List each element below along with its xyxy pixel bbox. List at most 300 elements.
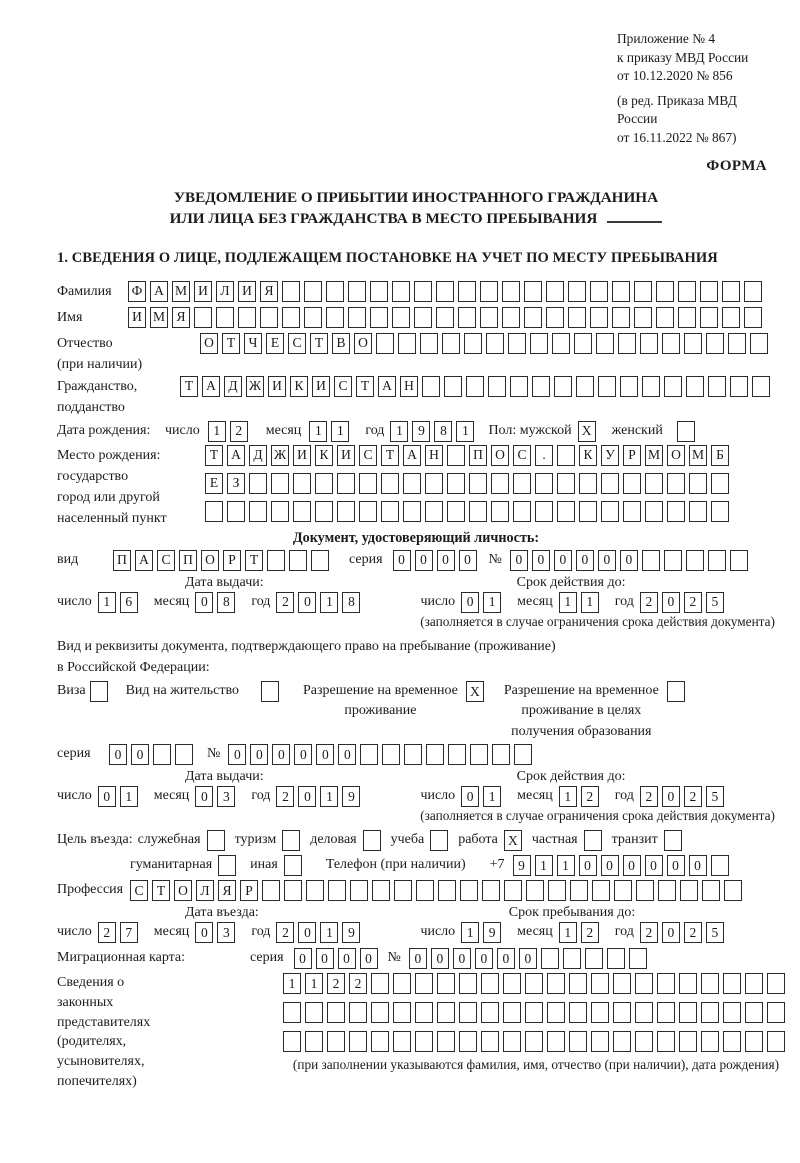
char-box[interactable]: [437, 1002, 455, 1023]
char-box[interactable]: [326, 307, 344, 328]
char-box[interactable]: [326, 281, 344, 302]
char-box[interactable]: [442, 333, 460, 354]
char-box[interactable]: В: [332, 333, 350, 354]
char-box[interactable]: [744, 281, 762, 302]
char-box[interactable]: 2: [276, 592, 294, 613]
char-box[interactable]: [502, 281, 520, 302]
temp-permit-checkbox[interactable]: X: [466, 681, 484, 702]
char-box[interactable]: [503, 1031, 521, 1052]
char-box[interactable]: Ж: [246, 376, 264, 397]
char-box[interactable]: [360, 744, 378, 765]
male-checkbox[interactable]: X: [578, 421, 596, 442]
char-box[interactable]: 0: [195, 922, 213, 943]
char-box[interactable]: [613, 1002, 631, 1023]
char-box[interactable]: [426, 744, 444, 765]
char-box[interactable]: [612, 281, 630, 302]
char-box[interactable]: [700, 281, 718, 302]
char-box[interactable]: 1: [120, 786, 138, 807]
char-box[interactable]: [730, 376, 748, 397]
char-box[interactable]: [576, 376, 594, 397]
char-box[interactable]: [394, 880, 412, 901]
char-box[interactable]: [305, 1002, 323, 1023]
char-box[interactable]: И: [268, 376, 286, 397]
char-box[interactable]: [267, 550, 285, 571]
char-box[interactable]: И: [312, 376, 330, 397]
char-box[interactable]: [524, 281, 542, 302]
char-box[interactable]: [579, 501, 597, 522]
surname-boxes[interactable]: [128, 281, 766, 302]
char-box[interactable]: [514, 744, 532, 765]
char-box[interactable]: [327, 1002, 345, 1023]
char-box[interactable]: [466, 376, 484, 397]
char-box[interactable]: 0: [250, 744, 268, 765]
char-box[interactable]: 2: [684, 786, 702, 807]
char-box[interactable]: [629, 948, 647, 969]
char-box[interactable]: [592, 880, 610, 901]
char-box[interactable]: [349, 1031, 367, 1052]
char-box[interactable]: [623, 473, 641, 494]
char-box[interactable]: Т: [381, 445, 399, 466]
char-box[interactable]: [289, 550, 307, 571]
char-box[interactable]: [370, 307, 388, 328]
char-box[interactable]: А: [150, 281, 168, 302]
char-box[interactable]: [459, 1031, 477, 1052]
char-box[interactable]: [305, 1031, 323, 1052]
char-box[interactable]: С: [513, 445, 531, 466]
char-box[interactable]: [304, 281, 322, 302]
char-box[interactable]: [504, 880, 522, 901]
char-box[interactable]: [502, 307, 520, 328]
legal-reps-row2-boxes[interactable]: [283, 1002, 789, 1023]
entry-month-boxes[interactable]: [195, 922, 239, 943]
char-box[interactable]: [414, 307, 432, 328]
char-box[interactable]: Н: [425, 445, 443, 466]
char-box[interactable]: 1: [535, 855, 553, 876]
char-box[interactable]: [557, 473, 575, 494]
doc-issue-month-boxes[interactable]: [195, 592, 239, 613]
birth-year-boxes[interactable]: [390, 421, 478, 442]
char-box[interactable]: [425, 501, 443, 522]
char-box[interactable]: И: [293, 445, 311, 466]
char-box[interactable]: [381, 501, 399, 522]
char-box[interactable]: [530, 333, 548, 354]
char-box[interactable]: .: [535, 445, 553, 466]
char-box[interactable]: 0: [415, 550, 433, 571]
char-box[interactable]: С: [334, 376, 352, 397]
char-box[interactable]: 1: [581, 592, 599, 613]
char-box[interactable]: [614, 880, 632, 901]
char-box[interactable]: [348, 307, 366, 328]
char-box[interactable]: 1: [309, 421, 327, 442]
doc-valid-month-boxes[interactable]: [559, 592, 603, 613]
char-box[interactable]: 0: [461, 592, 479, 613]
char-box[interactable]: [481, 1002, 499, 1023]
char-box[interactable]: [327, 1031, 345, 1052]
char-box[interactable]: К: [579, 445, 597, 466]
other-checkbox[interactable]: [284, 855, 302, 876]
char-box[interactable]: [767, 1031, 785, 1052]
char-box[interactable]: [194, 307, 212, 328]
study-checkbox[interactable]: [430, 830, 448, 851]
char-box[interactable]: П: [113, 550, 131, 571]
stay-day-boxes[interactable]: [461, 922, 505, 943]
char-box[interactable]: [745, 973, 763, 994]
char-box[interactable]: 0: [109, 744, 127, 765]
permit-issue-year-boxes[interactable]: [276, 786, 364, 807]
char-box[interactable]: 1: [559, 786, 577, 807]
temp-permit-edu-checkbox[interactable]: [667, 681, 685, 702]
char-box[interactable]: [645, 501, 663, 522]
char-box[interactable]: [481, 973, 499, 994]
char-box[interactable]: 0: [437, 550, 455, 571]
char-box[interactable]: [547, 1002, 565, 1023]
char-box[interactable]: [447, 501, 465, 522]
char-box[interactable]: [767, 1002, 785, 1023]
char-box[interactable]: 2: [684, 922, 702, 943]
char-box[interactable]: [403, 473, 421, 494]
char-box[interactable]: 0: [576, 550, 594, 571]
char-box[interactable]: Я: [260, 281, 278, 302]
stay-month-boxes[interactable]: [559, 922, 603, 943]
char-box[interactable]: [464, 333, 482, 354]
char-box[interactable]: [311, 550, 329, 571]
char-box[interactable]: [458, 307, 476, 328]
char-box[interactable]: [642, 376, 660, 397]
char-box[interactable]: 0: [338, 948, 356, 969]
char-box[interactable]: [546, 281, 564, 302]
char-box[interactable]: [524, 307, 542, 328]
char-box[interactable]: А: [202, 376, 220, 397]
char-box[interactable]: С: [288, 333, 306, 354]
doc-issue-day-boxes[interactable]: [98, 592, 142, 613]
char-box[interactable]: [613, 973, 631, 994]
char-box[interactable]: [700, 307, 718, 328]
char-box[interactable]: [585, 948, 603, 969]
char-box[interactable]: [393, 1031, 411, 1052]
char-box[interactable]: 0: [294, 948, 312, 969]
char-box[interactable]: Р: [240, 880, 258, 901]
char-box[interactable]: [306, 880, 324, 901]
doc-valid-day-boxes[interactable]: [461, 592, 505, 613]
char-box[interactable]: [227, 501, 245, 522]
char-box[interactable]: [282, 281, 300, 302]
char-box[interactable]: [548, 880, 566, 901]
char-box[interactable]: [436, 281, 454, 302]
char-box[interactable]: [381, 473, 399, 494]
char-box[interactable]: Д: [249, 445, 267, 466]
char-box[interactable]: [371, 1002, 389, 1023]
char-box[interactable]: [635, 973, 653, 994]
char-box[interactable]: [679, 1031, 697, 1052]
char-box[interactable]: [645, 473, 663, 494]
char-box[interactable]: 6: [120, 592, 138, 613]
char-box[interactable]: [750, 333, 768, 354]
char-box[interactable]: Т: [205, 445, 223, 466]
char-box[interactable]: 0: [431, 948, 449, 969]
char-box[interactable]: 9: [513, 855, 531, 876]
char-box[interactable]: [525, 1031, 543, 1052]
char-box[interactable]: [708, 376, 726, 397]
char-box[interactable]: [724, 880, 742, 901]
char-box[interactable]: 3: [217, 922, 235, 943]
char-box[interactable]: 1: [331, 421, 349, 442]
char-box[interactable]: [260, 307, 278, 328]
char-box[interactable]: [601, 501, 619, 522]
char-box[interactable]: [349, 1002, 367, 1023]
char-box[interactable]: Д: [224, 376, 242, 397]
char-box[interactable]: [372, 880, 390, 901]
char-box[interactable]: И: [238, 281, 256, 302]
char-box[interactable]: [271, 501, 289, 522]
birth-place-row1-boxes[interactable]: [205, 445, 733, 466]
char-box[interactable]: [568, 281, 586, 302]
char-box[interactable]: [503, 1002, 521, 1023]
char-box[interactable]: 9: [483, 922, 501, 943]
char-box[interactable]: [684, 333, 702, 354]
char-box[interactable]: 2: [276, 922, 294, 943]
char-box[interactable]: 0: [195, 786, 213, 807]
char-box[interactable]: 1: [559, 922, 577, 943]
char-box[interactable]: 0: [662, 786, 680, 807]
char-box[interactable]: [634, 307, 652, 328]
char-box[interactable]: [547, 1031, 565, 1052]
char-box[interactable]: [153, 744, 171, 765]
char-box[interactable]: 1: [320, 592, 338, 613]
char-box[interactable]: З: [227, 473, 245, 494]
char-box[interactable]: [642, 550, 660, 571]
char-box[interactable]: 0: [98, 786, 116, 807]
char-box[interactable]: 1: [390, 421, 408, 442]
birth-month-boxes[interactable]: [309, 421, 353, 442]
doc-number-boxes[interactable]: [510, 550, 752, 571]
residence-permit-checkbox[interactable]: [261, 681, 279, 702]
char-box[interactable]: 0: [272, 744, 290, 765]
char-box[interactable]: [657, 973, 675, 994]
char-box[interactable]: 0: [532, 550, 550, 571]
char-box[interactable]: [579, 473, 597, 494]
char-box[interactable]: [458, 281, 476, 302]
char-box[interactable]: [348, 281, 366, 302]
char-box[interactable]: 0: [316, 948, 334, 969]
char-box[interactable]: [618, 333, 636, 354]
char-box[interactable]: 8: [342, 592, 360, 613]
char-box[interactable]: [635, 1002, 653, 1023]
char-box[interactable]: 2: [581, 786, 599, 807]
char-box[interactable]: 0: [461, 786, 479, 807]
char-box[interactable]: [315, 501, 333, 522]
char-box[interactable]: 0: [601, 855, 619, 876]
char-box[interactable]: 1: [98, 592, 116, 613]
profession-boxes[interactable]: [130, 880, 746, 901]
char-box[interactable]: 1: [320, 922, 338, 943]
char-box[interactable]: 2: [640, 592, 658, 613]
char-box[interactable]: 0: [689, 855, 707, 876]
tourism-checkbox[interactable]: [282, 830, 300, 851]
char-box[interactable]: Т: [152, 880, 170, 901]
char-box[interactable]: 5: [706, 592, 724, 613]
char-box[interactable]: [370, 281, 388, 302]
permit-valid-day-boxes[interactable]: [461, 786, 505, 807]
char-box[interactable]: Р: [223, 550, 241, 571]
char-box[interactable]: 1: [283, 973, 301, 994]
char-box[interactable]: 0: [510, 550, 528, 571]
char-box[interactable]: [570, 880, 588, 901]
birth-place-row2-boxes[interactable]: [205, 473, 733, 494]
char-box[interactable]: [658, 880, 676, 901]
char-box[interactable]: [679, 973, 697, 994]
char-box[interactable]: [702, 880, 720, 901]
char-box[interactable]: [596, 333, 614, 354]
char-box[interactable]: [634, 281, 652, 302]
char-box[interactable]: [283, 1031, 301, 1052]
char-box[interactable]: К: [290, 376, 308, 397]
char-box[interactable]: С: [359, 445, 377, 466]
char-box[interactable]: [623, 501, 641, 522]
char-box[interactable]: [656, 281, 674, 302]
char-box[interactable]: [591, 1002, 609, 1023]
char-box[interactable]: [701, 1031, 719, 1052]
char-box[interactable]: 7: [120, 922, 138, 943]
char-box[interactable]: [481, 1031, 499, 1052]
char-box[interactable]: [701, 1002, 719, 1023]
char-box[interactable]: 0: [662, 922, 680, 943]
char-box[interactable]: [238, 307, 256, 328]
char-box[interactable]: 3: [217, 786, 235, 807]
char-box[interactable]: [359, 501, 377, 522]
char-box[interactable]: [728, 333, 746, 354]
char-box[interactable]: [525, 973, 543, 994]
char-box[interactable]: [574, 333, 592, 354]
char-box[interactable]: 1: [456, 421, 474, 442]
char-box[interactable]: [591, 1031, 609, 1052]
char-box[interactable]: Е: [266, 333, 284, 354]
char-box[interactable]: [640, 333, 658, 354]
char-box[interactable]: 0: [316, 744, 334, 765]
char-box[interactable]: [711, 501, 729, 522]
char-box[interactable]: Т: [245, 550, 263, 571]
legal-reps-row3-boxes[interactable]: [283, 1031, 789, 1052]
char-box[interactable]: [470, 744, 488, 765]
char-box[interactable]: Т: [180, 376, 198, 397]
char-box[interactable]: 0: [475, 948, 493, 969]
char-box[interactable]: О: [491, 445, 509, 466]
migration-series-boxes[interactable]: [294, 948, 382, 969]
char-box[interactable]: Л: [196, 880, 214, 901]
char-box[interactable]: [620, 376, 638, 397]
business-checkbox[interactable]: [363, 830, 381, 851]
char-box[interactable]: [469, 473, 487, 494]
entry-year-boxes[interactable]: [276, 922, 364, 943]
char-box[interactable]: Т: [356, 376, 374, 397]
private-checkbox[interactable]: [584, 830, 602, 851]
char-box[interactable]: Б: [711, 445, 729, 466]
char-box[interactable]: 1: [305, 973, 323, 994]
char-box[interactable]: [552, 333, 570, 354]
char-box[interactable]: 1: [559, 592, 577, 613]
char-box[interactable]: [701, 973, 719, 994]
char-box[interactable]: [262, 880, 280, 901]
char-box[interactable]: [722, 307, 740, 328]
char-box[interactable]: П: [179, 550, 197, 571]
char-box[interactable]: [513, 473, 531, 494]
char-box[interactable]: 0: [667, 855, 685, 876]
char-box[interactable]: [415, 1002, 433, 1023]
name-boxes[interactable]: [128, 307, 766, 328]
char-box[interactable]: [315, 473, 333, 494]
char-box[interactable]: О: [174, 880, 192, 901]
char-box[interactable]: О: [201, 550, 219, 571]
char-box[interactable]: [337, 501, 355, 522]
char-box[interactable]: [216, 307, 234, 328]
char-box[interactable]: [662, 333, 680, 354]
char-box[interactable]: 0: [298, 922, 316, 943]
char-box[interactable]: [416, 880, 434, 901]
char-box[interactable]: [723, 1031, 741, 1052]
char-box[interactable]: 0: [360, 948, 378, 969]
char-box[interactable]: [415, 1031, 433, 1052]
char-box[interactable]: [532, 376, 550, 397]
char-box[interactable]: 2: [276, 786, 294, 807]
char-box[interactable]: [535, 501, 553, 522]
char-box[interactable]: [382, 744, 400, 765]
char-box[interactable]: 8: [217, 592, 235, 613]
char-box[interactable]: [612, 307, 630, 328]
char-box[interactable]: [569, 1031, 587, 1052]
char-box[interactable]: Ж: [271, 445, 289, 466]
char-box[interactable]: [337, 473, 355, 494]
char-box[interactable]: [249, 501, 267, 522]
char-box[interactable]: 2: [684, 592, 702, 613]
char-box[interactable]: [480, 307, 498, 328]
char-box[interactable]: [492, 744, 510, 765]
char-box[interactable]: 0: [579, 855, 597, 876]
permit-valid-month-boxes[interactable]: [559, 786, 603, 807]
char-box[interactable]: 2: [98, 922, 116, 943]
char-box[interactable]: [667, 501, 685, 522]
char-box[interactable]: [723, 1002, 741, 1023]
char-box[interactable]: [706, 333, 724, 354]
char-box[interactable]: 0: [497, 948, 515, 969]
char-box[interactable]: [510, 376, 528, 397]
char-box[interactable]: [293, 473, 311, 494]
char-box[interactable]: [488, 376, 506, 397]
doc-issue-year-boxes[interactable]: [276, 592, 364, 613]
char-box[interactable]: [469, 501, 487, 522]
char-box[interactable]: [491, 501, 509, 522]
char-box[interactable]: Р: [623, 445, 641, 466]
entry-day-boxes[interactable]: [98, 922, 142, 943]
char-box[interactable]: [664, 376, 682, 397]
char-box[interactable]: [656, 307, 674, 328]
char-box[interactable]: [282, 307, 300, 328]
char-box[interactable]: 1: [483, 786, 501, 807]
transit-checkbox[interactable]: [664, 830, 682, 851]
char-box[interactable]: Л: [216, 281, 234, 302]
char-box[interactable]: И: [128, 307, 146, 328]
char-box[interactable]: [436, 307, 454, 328]
char-box[interactable]: [535, 473, 553, 494]
char-box[interactable]: [415, 973, 433, 994]
char-box[interactable]: [437, 973, 455, 994]
char-box[interactable]: 2: [640, 786, 658, 807]
char-box[interactable]: [554, 376, 572, 397]
char-box[interactable]: 0: [623, 855, 641, 876]
char-box[interactable]: [557, 501, 575, 522]
female-checkbox[interactable]: [677, 421, 695, 442]
char-box[interactable]: [293, 501, 311, 522]
char-box[interactable]: 1: [461, 922, 479, 943]
char-box[interactable]: 2: [581, 922, 599, 943]
